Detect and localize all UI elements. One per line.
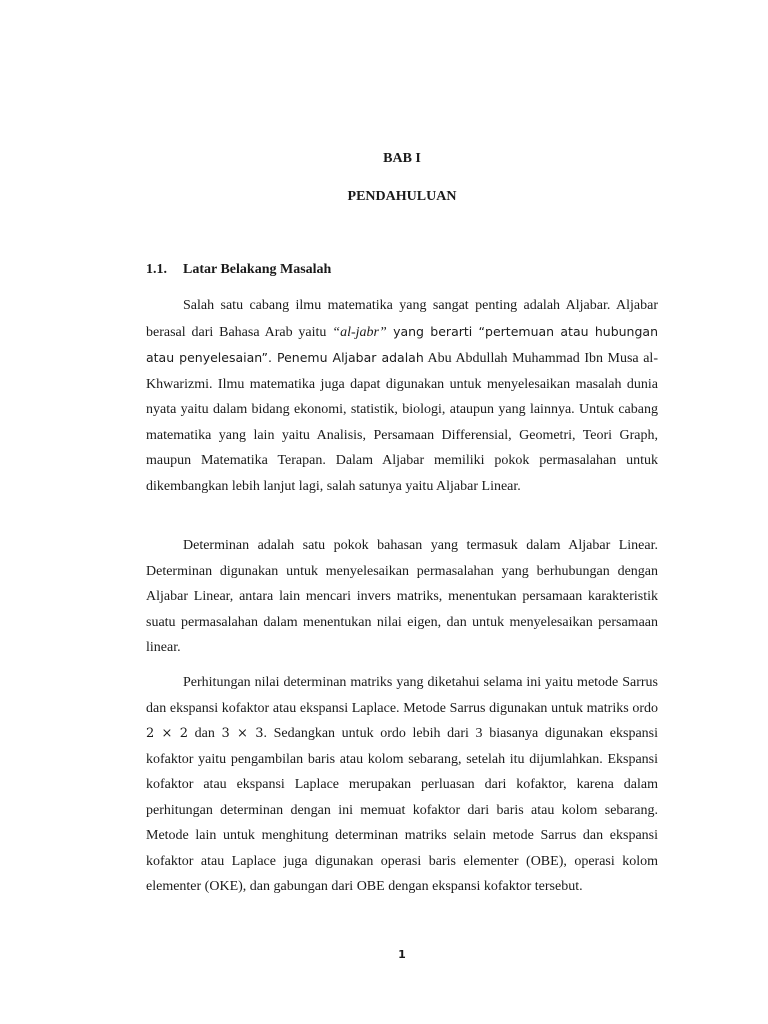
paragraph-1-term-al-jabr: “al-jabr” xyxy=(332,324,387,340)
paragraph-3-part-b: dan xyxy=(187,726,222,741)
chapter-number: BAB I xyxy=(383,151,421,166)
paragraph-1-part-a: Salah satu cabang ilmu matematika yang sangat penting adalah Aljabar. Aljabar berasal dari Bahasa Arab yaitu xyxy=(146,298,658,340)
section-heading xyxy=(146,262,331,278)
paragraph-3 xyxy=(146,670,658,900)
paragraph-1 xyxy=(146,293,658,499)
section-title: Latar Belakang Masalah xyxy=(183,262,332,277)
paragraph-3-matrix-order-2: 2 × 2 xyxy=(146,726,188,741)
page-number: 1 xyxy=(398,948,406,961)
paragraph-3-part-a: Perhitungan nilai determinan matriks yang diketahui selama ini yaitu metode Sarrus dan ekspansi kofaktor atau ekspansi Laplace. Metode Sarrus digunakan untuk matriks ordo xyxy=(146,675,658,716)
paragraph-1-part-d: Penemu Aljabar adalah xyxy=(271,350,424,365)
chapter-title: PENDAHULUAN xyxy=(347,189,457,204)
paragraph-1-part-e: Abu Abdullah Muhammad Ibn Musa al-Khwarizmi. Ilmu matematika juga dapat digunakan untuk menyelesaikan masalah dunia nyata yaitu dalam bidang ekonomi, statistik, biologi, ataupun yang lainnya. Untuk cabang matematika yang lain yaitu Analisis, Persamaan Differensial, Geometri, Teori Graph, maupun Matematika Terapan. Dalam Aljabar memiliki pokok permasalahan untuk dikembangkan lebih lanjut lagi, salah satunya yaitu Aljabar Linear. xyxy=(146,351,658,494)
paragraph-3-matrix-order-3: 3 × 3 xyxy=(221,726,264,741)
paragraph-3-part-c: . Sedangkan untuk ordo lebih dari 3 biasanya digunakan ekspansi kofaktor yaitu pengambilan baris atau kolom sebarang, setelah itu dijumlahkan. Ekspansi kofaktor atau ekspansi Laplace merupakan perluasan dari kofaktor, karena dalam perhitungan determinan dengan ini memuat kofaktor dari baris atau kolom sebarang. Metode lain untuk menghitung determinan matriks selain metode Sarrus dan ekspansi kofaktor atau Laplace juga digunakan operasi baris elementer (OBE), operasi kolom elementer (OKE), dan gabungan dari OBE dengan ekspansi kofaktor tersebut. xyxy=(146,726,658,894)
paragraph-2: Determinan adalah satu pokok bahasan yang termasuk dalam Aljabar Linear. Determinan digunakan untuk menyelesaikan permasalahan yang berhubungan dengan Aljabar Linear, antara lain mencari invers matriks, menentukan persamaan karakteristik suatu permasalahan dalam menentukan nilai eigen, dan untuk menyelesaikan persamaan linear. xyxy=(146,538,658,655)
section-number: 1.1. xyxy=(146,262,167,277)
paragraph-1-part-c: yang berarti “pertemuan atau hubungan atau penyelesaian”. xyxy=(146,323,658,365)
